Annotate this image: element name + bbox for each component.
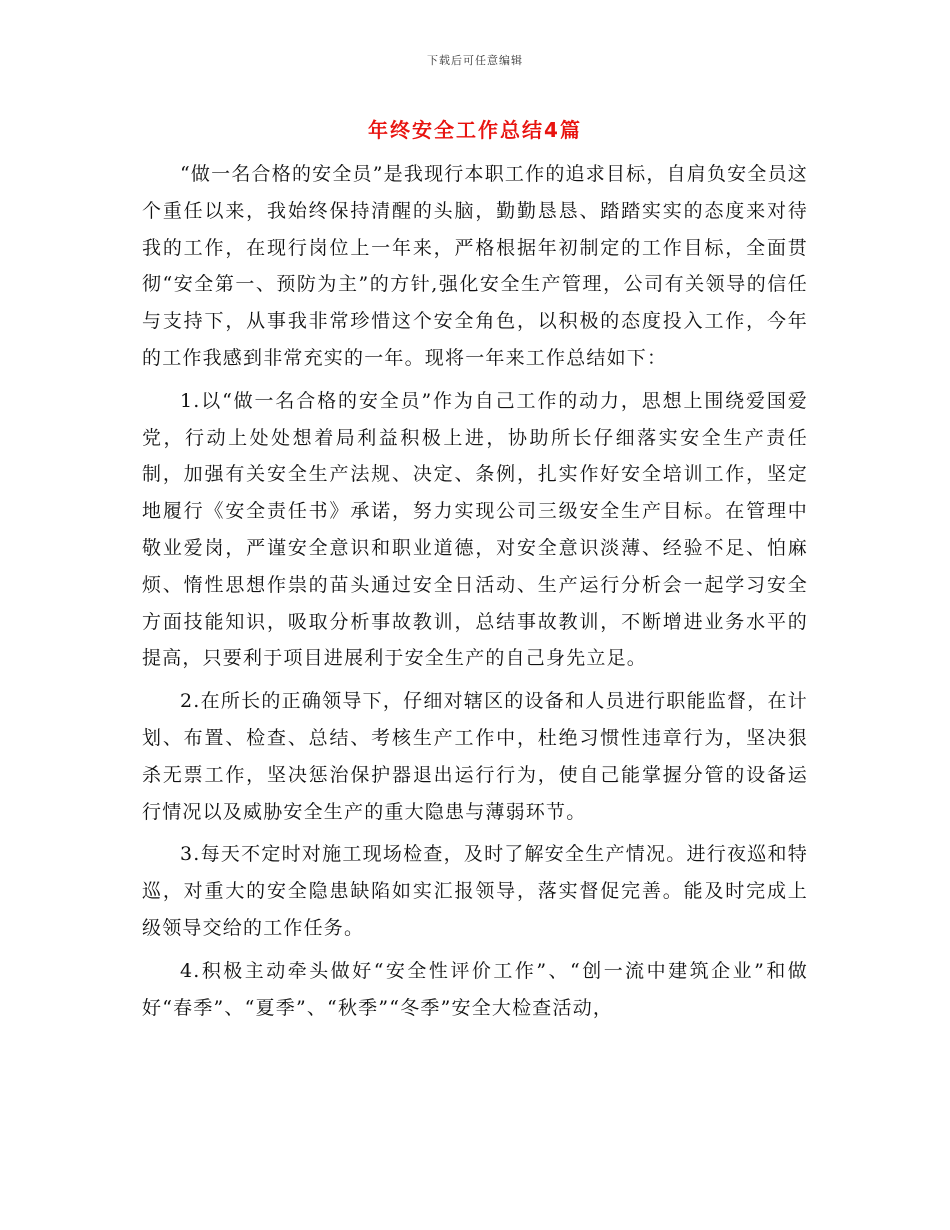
document-title: 年终安全工作总结4篇 (368, 118, 582, 142)
paragraph-intro: “做一名合格的安全员”是我现行本职工作的追求目标，自肩负安全员这个重任以来，我始终保持清醒的头脑，勤勤恳恳、踏踏实实的态度来对待我的工作，在现行岗位上一年来，严格根据年初制定的工作目标，全面贯彻“安全第一、预防为主”的方针,强化安全生产管理，公司有关领导的信任与支持下，从事我非常珍惜这个安全角色，以积极的态度投入工作，今年的工作我感到非常充实的一年。现将一年来工作总结如下： (142, 163, 808, 369)
paragraph-item-4: 4.积极主动牵头做好“安全性评价工作”、“创一流中建筑企业”和做好“春季”、“夏季”、“秋季”“冬季”安全大检查活动， (142, 959, 808, 1019)
document-body (142, 156, 808, 1032)
paragraph-item-1: 1.以“做一名合格的安全员”作为自己工作的动力，思想上围绕爱国爱党，行动上处处想着局利益积极上进，协助所长仔细落实安全生产责任制，加强有关安全生产法规、决定、条例，扎实作好安全培训工作，坚定地履行《安全责任书》承诺，努力实现公司三级安全生产目标。在管理中敬业爱岗，严谨安全意识和职业道德，对安全意识淡薄、经验不足、怕麻烦、惰性思想作祟的苗头通过安全日活动、生产运行分析会一起学习安全方面技能知识，吸取分析事故教训，总结事故教训，不断增进业务水平的提高，只要利于项目进展利于安全生产的自己身先立足。 (142, 389, 808, 670)
paragraph-item-2: 2.在所长的正确领导下，仔细对辖区的设备和人员进行职能监督，在计划、布置、检查、总结、考核生产工作中，杜绝习惯性违章行为，坚决狠杀无票工作，坚决惩治保护器退出运行行为，使自己能掌握分管的设备运行情况以及威胁安全生产的重大隐患与薄弱环节。 (142, 690, 808, 823)
page-header: 下载后可任意编辑 (427, 54, 523, 67)
paragraph-item-3: 3.每天不定时对施工现场检查，及时了解安全生产情况。进行夜巡和特巡，对重大的安全隐患缺陷如实汇报领导，落实督促完善。能及时完成上级领导交给的工作任务。 (142, 843, 808, 939)
